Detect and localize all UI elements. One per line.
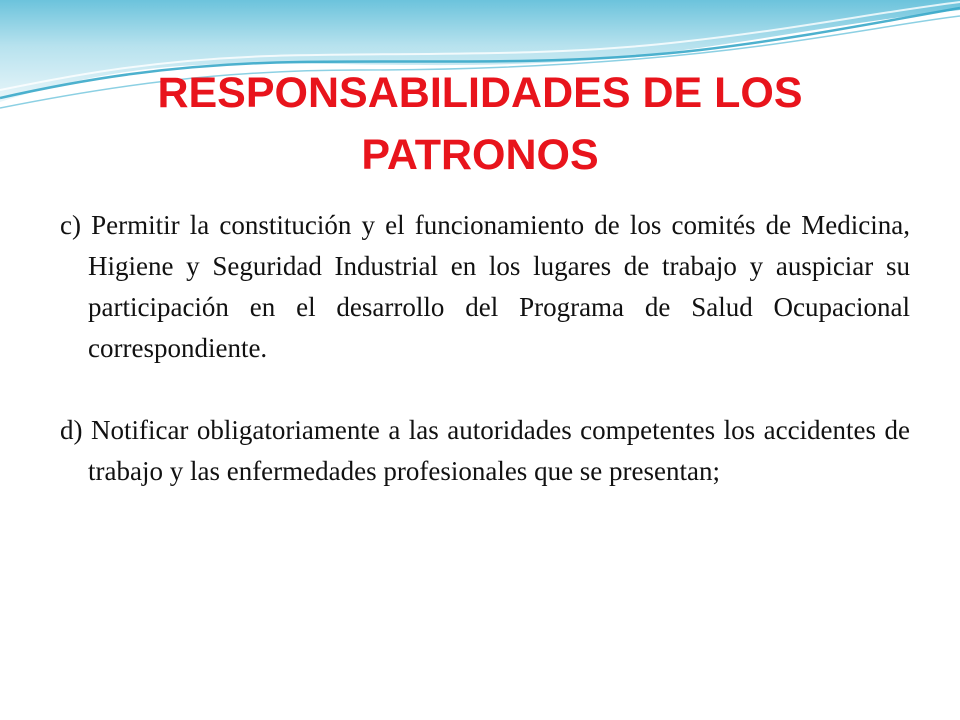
slide-title: RESPONSABILIDADES DE LOS PATRONOS (157, 69, 803, 179)
paragraph-c: c) Permitir la constitución y el funcionamiento de los comités de Medicina, Higiene y Seguridad Industrial en los lugares de trabajo y auspiciar su participación en el desarrollo del Programa de Salud Ocupacional correspondiente. (60, 210, 910, 363)
slide-body (60, 205, 910, 492)
paragraph-d: d) Notificar obligatoriamente a las autoridades competentes los accidentes de trabajo y las enfermedades profesionales que se presentan; (60, 415, 910, 486)
